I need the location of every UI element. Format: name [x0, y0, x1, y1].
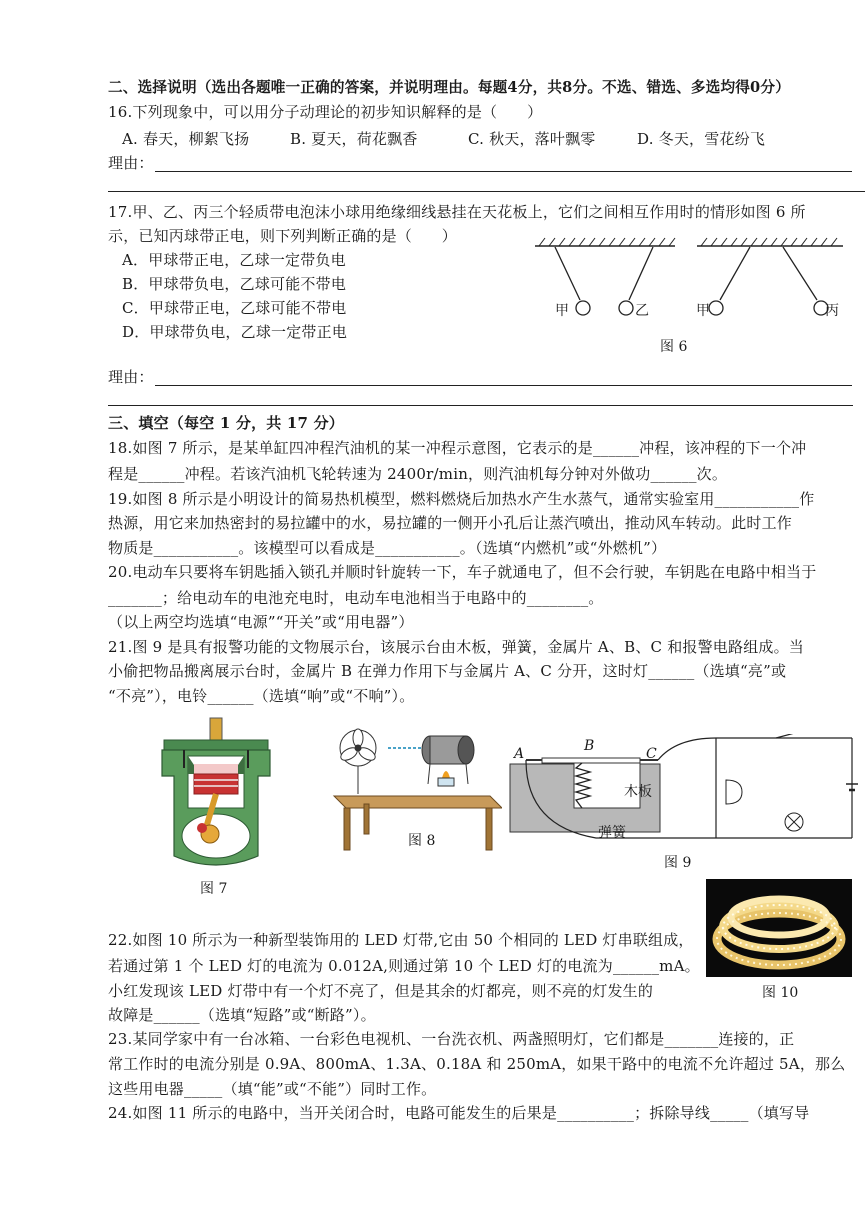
q16-reason-label: 理由： — [108, 154, 154, 172]
q17-stem-line-1: 17.甲、乙、丙三个轻质带电泡沫小球用绝缘细线悬挂在天花板上，它们之间相互作用时的情形如图 6 所 — [108, 203, 806, 221]
q23-line-3: 这些用电器_____（填“能”或“不能”）同时工作。 — [108, 1080, 437, 1098]
q20-line-2: _______；给电动车的电池充电时，电动车电池相当于电路中的________。 — [108, 589, 604, 607]
ceiling-hatching-right — [701, 238, 837, 246]
q16-option-b: B. 夏天，荷花飘香 — [290, 130, 418, 148]
figure-9-label-spring: 弹簧 — [598, 825, 626, 841]
q23-line-1: 23.某同学家中有一台冰箱、一台彩色电视机、一台洗衣机、两盏照明灯，它们都是_______连接的，正 — [108, 1030, 795, 1048]
q19-line-1: 19.如图 8 所示是小明设计的简易热机模型，燃料燃烧后加热水产生水蒸气，通常实验室用___________作 — [108, 490, 815, 508]
q17-option-b: B．甲球带负电，乙球可能不带电 — [122, 275, 347, 293]
fan-icon — [339, 729, 378, 794]
q21-line-1: 21.图 9 是具有报警功能的文物展示台，该展示台由木板，弹簧，金属片 A、B、C 和报警电路组成。当 — [108, 638, 805, 656]
q17-stem-line-2: 示，已知丙球带正电，则下列判断正确的是（ ） — [108, 227, 458, 245]
q22-line-2: 若通过第 1 个 LED 灯的电流为 0.012A,则通过第 10 个 LED 灯的电流为______mA。 — [108, 957, 700, 975]
figure-7-caption: 图 7 — [200, 881, 228, 897]
figure-9-label-wood: 木板 — [624, 784, 652, 800]
q16-stem: 16.下列现象中，可以用分子动理论的初步知识解释的是（ ） — [108, 103, 543, 121]
q18-line-2: 程是______冲程。若该汽油机飞轮转速为 2400r/min，则汽油机每分钟对外做功______次。 — [108, 465, 728, 483]
q17-reason-label: 理由： — [108, 368, 154, 386]
q22-line-4: 故障是______（选填“短路”或“断路”）。 — [108, 1006, 376, 1024]
bell-icon — [726, 780, 742, 804]
section2-header: 二、选择说明（选出各题唯一正确的答案，并说明理由。每题4分，共8分。不选、错选、多选均得0分） — [108, 79, 790, 96]
figure-9-label-b: B — [584, 738, 595, 754]
figure-10-led-strip-photo — [706, 879, 852, 977]
q19-line-3: 物质是___________。该模型可以看成是___________。（选填“内燃机”或“外燃机”） — [108, 539, 667, 557]
q24-line-1: 24.如图 11 所示的电路中，当开关闭合时，电路可能发生的后果是__________；拆除导线_____（填写导 — [108, 1104, 810, 1122]
figure-6-label-yi: 乙 — [635, 303, 649, 319]
q17-option-a: A．甲球带正电，乙球一定带负电 — [122, 251, 346, 269]
ceiling-hatching-left — [539, 238, 675, 246]
q16-option-a: A. 春天，柳絮飞扬 — [122, 130, 250, 148]
q20-line-1: 20.电动车只要将车钥匙插入锁孔并顺时针旋转一下，车子就通电了，但不会行驶，车钥匙在电路中相当于 — [108, 563, 817, 581]
q17-reason-line-2 — [108, 405, 853, 406]
q17-option-c: C．甲球带正电，乙球可能不带电 — [122, 299, 347, 317]
figure-6-label-jia-left: 甲 — [555, 303, 569, 319]
figure-6-label-jia-right: 甲 — [696, 303, 710, 319]
q16-reason-line — [155, 171, 852, 172]
figure-9-alarm-circuit-diagram — [506, 734, 862, 846]
q16-option-d: D. 冬天，雪花纷飞 — [637, 130, 766, 148]
q23-line-2: 常工作时的电流分别是 0.9A、800mA、1.3A、0.18A 和 250mA，如果干路中的电流不允许超过 5A，那么 — [108, 1055, 846, 1073]
q16-reason-line-2 — [108, 191, 865, 192]
figure-6-label-bing: 丙 — [825, 303, 839, 319]
figure-6-caption: 图 6 — [660, 339, 688, 355]
q22-line-1: 22.如图 10 所示为一种新型装饰用的 LED 灯带,它由 50 个相同的 LED 灯串联组成， — [108, 931, 694, 949]
q17-option-d: D．甲球带负电，乙球一定带正电 — [122, 323, 348, 341]
q19-line-2: 热源，用它来加热密封的易拉罐中的水，易拉罐的一侧开小孔后让蒸汽喷出，推动风车转动。此时工作 — [108, 514, 793, 532]
figure-8-caption: 图 8 — [408, 833, 436, 849]
figure-9-label-a: A — [514, 746, 525, 762]
q16-option-c: C. 秋天，落叶飘零 — [468, 130, 596, 148]
figure-6-diagram — [525, 232, 855, 362]
figure-10-caption: 图 10 — [762, 985, 799, 1001]
q20-line-3: （以上两空均选填“电源”“开关”或“用电器”） — [108, 613, 414, 631]
q21-line-3: “不亮”），电铃______（选填“响”或“不响”）。 — [108, 687, 415, 705]
q18-line-1: 18.如图 7 所示，是某单缸四冲程汽油机的某一冲程示意图，它表示的是______冲程，该冲程的下一个冲 — [108, 439, 807, 457]
figure-9-label-c: C — [646, 746, 657, 762]
figure-9-caption: 图 9 — [664, 855, 692, 871]
q17-reason-line — [155, 385, 852, 386]
figure-7-engine-diagram — [158, 716, 276, 876]
section3-header: 三、填空（每空 1 分，共 17 分） — [108, 414, 345, 432]
q21-line-2: 小偷把物品搬离展示台时，金属片 B 在弹力作用下与金属片 A、C 分开，这时灯______（选填“亮”或 — [108, 662, 787, 680]
q22-line-3: 小红发现该 LED 灯带中有一个灯不亮了，但是其余的灯都亮，则不亮的灯发生的 — [108, 982, 654, 1000]
